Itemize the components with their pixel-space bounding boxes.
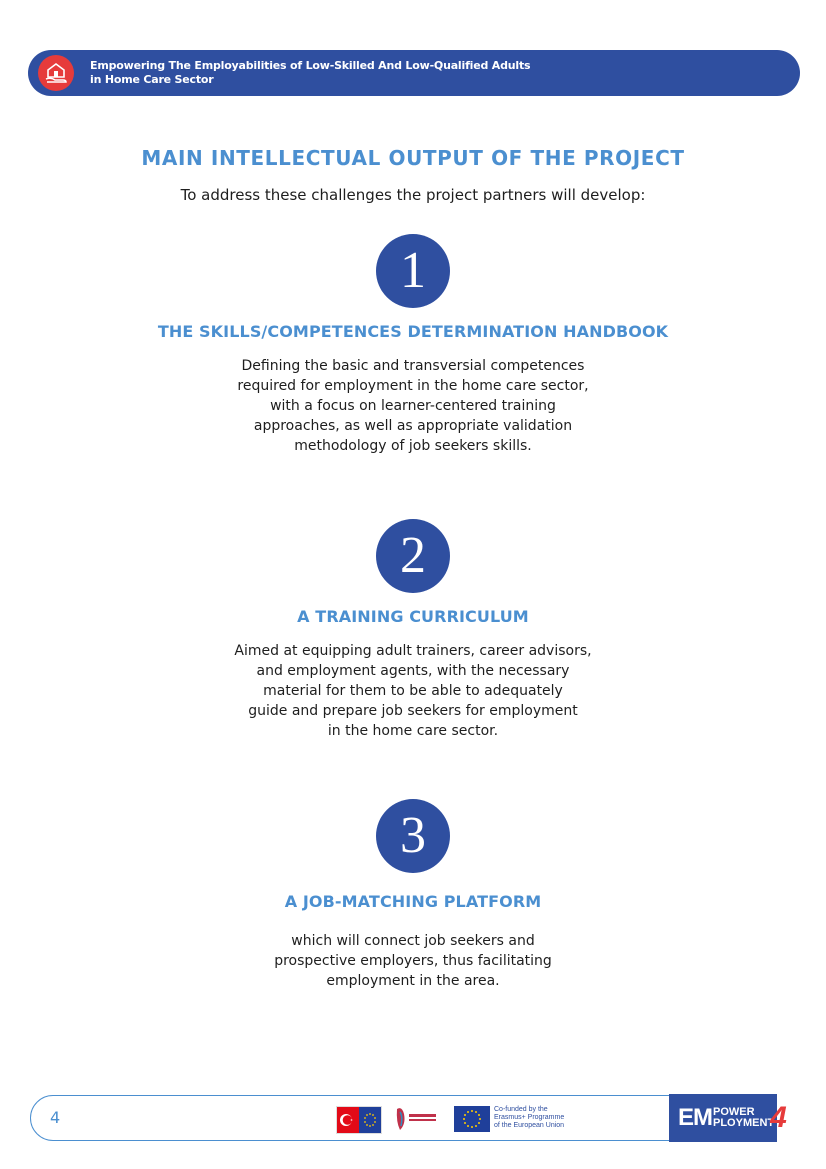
item-description-3 [213,931,613,991]
description-line: approaches, as well as appropriate validation [253,418,573,434]
description-line: employment in the area. [326,973,500,989]
item-title-1: THE SKILLS/COMPETENCES DETERMINATION HANDBOOK [157,322,669,341]
partner-logo-icon [392,1104,440,1134]
empowerment4-logo [669,1094,787,1142]
page-title: MAIN INTELLECTUAL OUTPUT OF THE PROJECT [141,146,685,170]
brand-number: 4 [770,1101,787,1134]
number-badge-1: 1 [376,234,450,308]
brand-bottom: PLOYMENT [713,1117,775,1129]
description-line: which will connect job seekers and [291,933,535,949]
eu-cofunded-text [494,1106,564,1130]
description-line: material for them to be able to adequately [263,683,563,699]
number-badge-3: 3 [376,799,450,873]
description-line: guide and prepare job seekers for employment [248,703,578,719]
header-title-line1: Empowering The Employabilities of Low-Skilled And Low-Qualified Adults [90,59,531,72]
item-description-2 [213,641,613,741]
item-description-1 [213,356,613,456]
description-line: Aimed at equipping adult trainers, career advisors, [234,643,592,659]
brand-stack [713,1107,774,1129]
header-title-line2: in Home Care Sector [90,73,214,86]
description-line: with a focus on learner-centered training [270,398,556,414]
eu-flag-icon [454,1106,490,1132]
description-line: Defining the basic and transversial competences [241,358,585,374]
description-line: methodology of job seekers skills. [294,438,532,454]
brand-prefix: EM [678,1104,712,1131]
item-title-2: A TRAINING CURRICULUM [297,607,529,626]
number-badge-2: 2 [376,519,450,593]
eu-text-line: Erasmus+ Programme [494,1114,565,1121]
header-title [90,59,530,87]
eu-text-line: Co-funded by the [494,1106,548,1113]
intro-text: To address these challenges the project partners will develop: [180,186,646,204]
brand-top: POWER [713,1106,755,1118]
turkey-eu-flag-icon [336,1106,382,1134]
item-title-3: A JOB-MATCHING PLATFORM [284,892,542,911]
description-line: required for employment in the home care sector, [237,378,589,394]
description-line: prospective employers, thus facilitating [274,953,552,969]
description-line: in the home care sector. [327,723,499,739]
description-line: and employment agents, with the necessary [256,663,570,679]
page-number: 4 [50,1108,61,1127]
home-care-logo-icon [38,55,74,91]
eu-text-line: of the European Union [494,1122,565,1129]
